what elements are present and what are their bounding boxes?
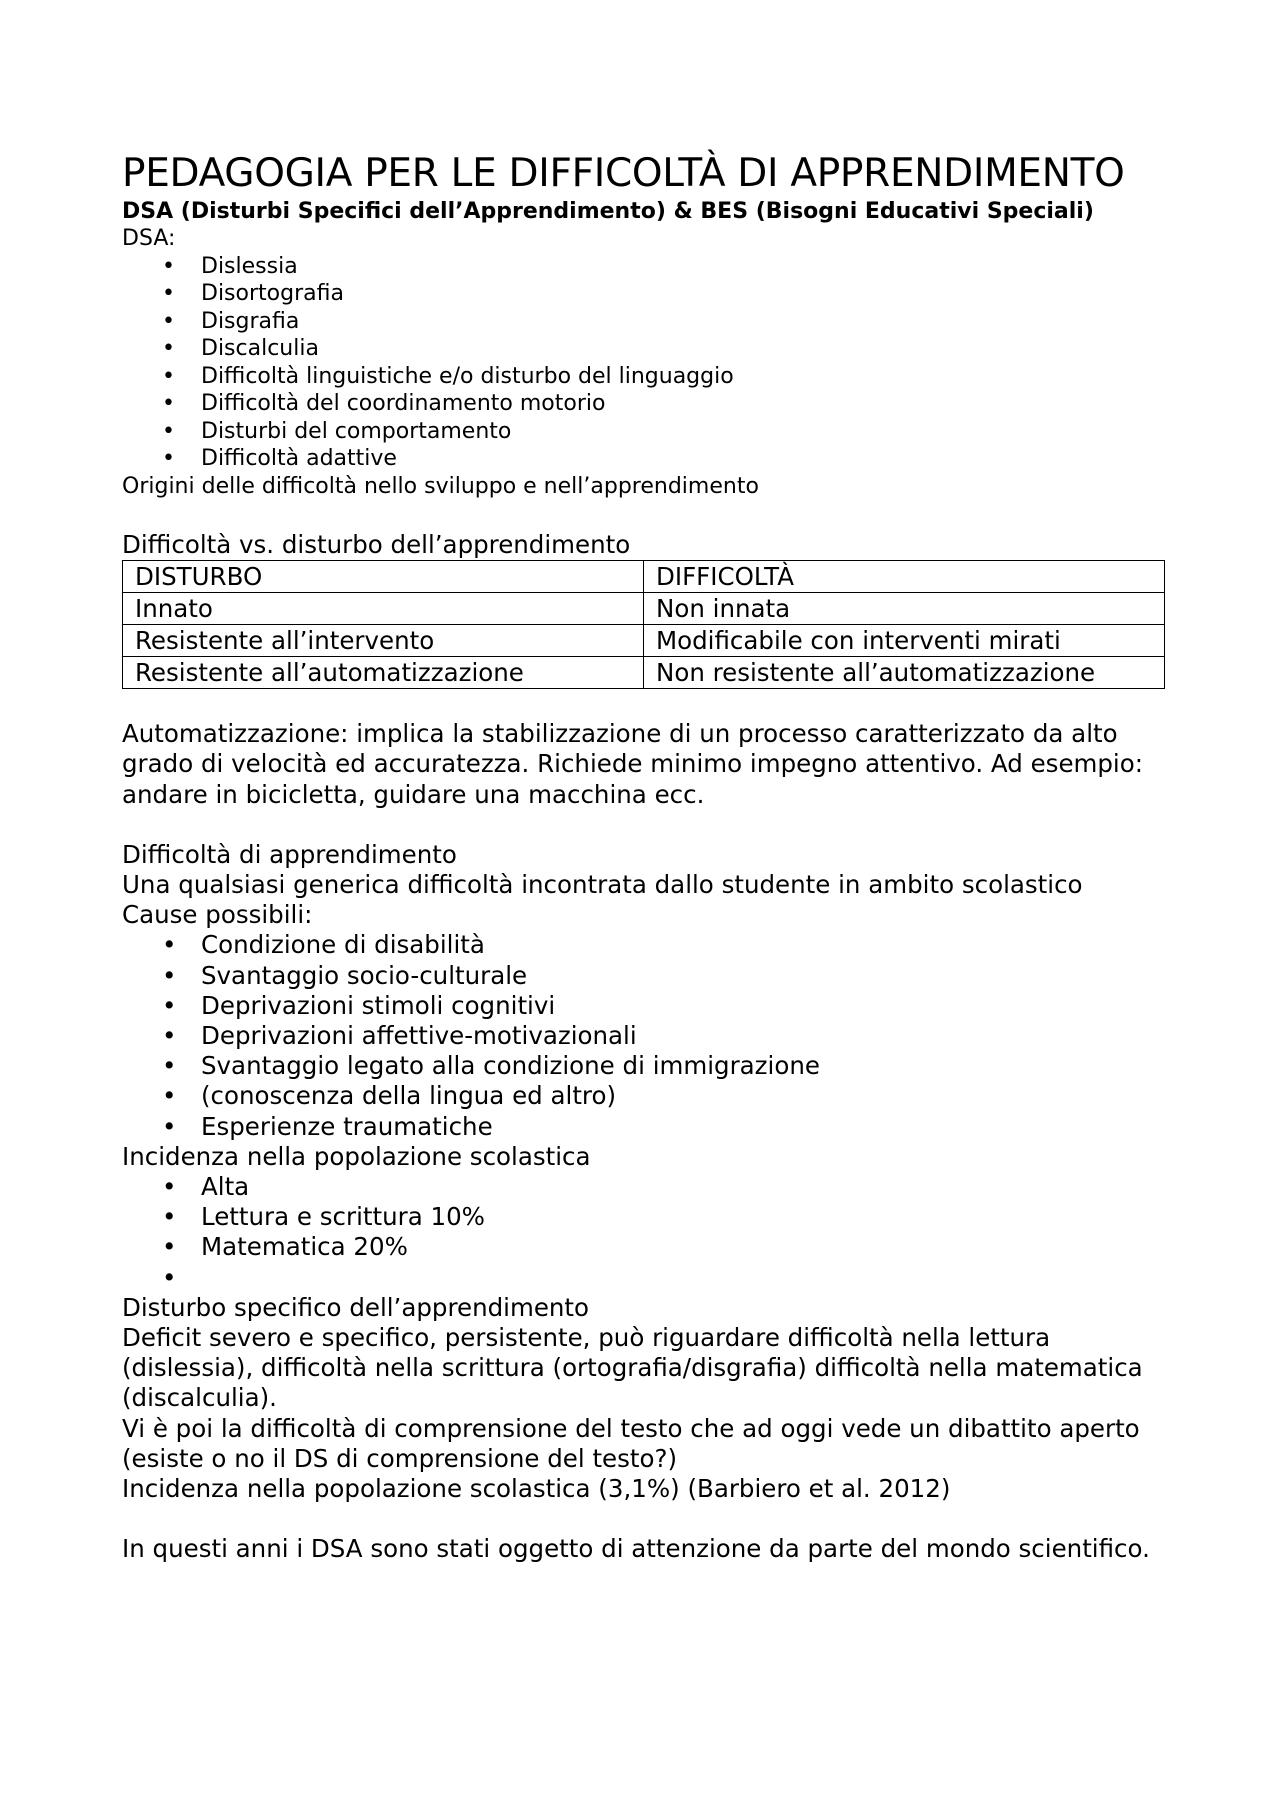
list-item: • Alta — [162, 1172, 250, 1202]
closing-paragraph: In questi anni i DSA sono stati oggetto di attenzione da parte del mondo scientifico. — [122, 1534, 1150, 1564]
list-item: • (conoscenza della lingua ed altro) — [162, 1081, 617, 1111]
list-item: • Disgrafia — [162, 308, 300, 334]
bullet-icon: • — [162, 253, 175, 279]
table-row — [123, 625, 1165, 657]
bullet-icon: • — [162, 1262, 177, 1292]
dsa-list — [122, 253, 1172, 473]
list-item: • Dislessia — [162, 253, 298, 279]
bullet-icon: • — [162, 1051, 177, 1081]
table-row — [123, 561, 1165, 593]
list-item — [122, 1263, 1172, 1293]
bullet-icon: • — [162, 418, 175, 444]
incidence-label: Incidenza nella popolazione scolastica — [122, 1141, 591, 1171]
bullet-icon: • — [162, 1232, 177, 1262]
comparison-table — [122, 560, 1165, 689]
table-row — [123, 657, 1165, 689]
causes-label: Cause possibili: — [122, 900, 313, 930]
table-cell: Modificabile con interventi mirati — [644, 625, 1165, 657]
bullet-icon: • — [162, 930, 177, 960]
bullet-icon: • — [162, 281, 175, 306]
list-item: • Discalculia — [162, 336, 319, 361]
bullet-icon: • — [162, 990, 177, 1020]
disturbo-text-3: Incidenza nella popolazione scolastica (3,1%) (Barbiero et al. 2012) — [122, 1474, 951, 1504]
list-item: • Difficoltà adattive — [162, 446, 397, 471]
table-cell: DIFFICOLTÀ — [644, 561, 1165, 593]
comparison-heading: Difficoltà vs. disturbo dell’apprendimento — [122, 530, 631, 559]
table-row — [123, 593, 1165, 625]
list-item: • Lettura e scrittura 10% — [162, 1202, 485, 1232]
document-title: PEDAGOGIA PER LE DIFFICOLTÀ DI APPRENDIMENTO — [122, 151, 1125, 196]
bullet-icon: • — [162, 1111, 177, 1141]
list-item: • Matematica 20% — [162, 1232, 408, 1262]
causes-list — [122, 930, 1172, 1141]
bullet-icon: • — [162, 336, 175, 361]
bullet-icon: • — [162, 1021, 177, 1051]
bullet-icon: • — [162, 1081, 177, 1111]
list-item: • Deprivazioni stimoli cognitivi — [162, 990, 556, 1020]
list-item: • Condizione di disabilità — [162, 930, 485, 960]
difficolta-heading: Difficoltà di apprendimento — [122, 839, 457, 869]
table-cell: DISTURBO — [123, 561, 644, 593]
disturbo-heading: Disturbo specifico dell’apprendimento — [122, 1292, 590, 1322]
document-page — [122, 150, 1172, 1564]
disturbo-text-1: Deficit severo e specifico, persistente, può riguardare difficoltà nella lettura (dislessia), difficoltà nella scrittura (ortografia/disgrafia) difficoltà nella matematica (discalculia). — [122, 1323, 1143, 1413]
table-cell: Innato — [123, 593, 644, 625]
table-cell: Resistente all’intervento — [123, 625, 644, 657]
bullet-icon: • — [162, 446, 175, 471]
bullet-icon: • — [162, 391, 175, 416]
list-item: • Disortografia — [162, 281, 344, 306]
list-item: • Disturbi del comportamento — [162, 418, 512, 444]
incidence-list — [122, 1172, 1172, 1293]
table-cell: Resistente all’automatizzazione — [123, 657, 644, 689]
list-item: • Deprivazioni affettive-motivazionali — [162, 1021, 637, 1051]
bullet-icon: • — [162, 308, 175, 334]
list-item: • Difficoltà linguistiche e/o disturbo del linguaggio — [162, 363, 734, 389]
list-item: • Difficoltà del coordinamento motorio — [162, 391, 606, 416]
table-cell: Non innata — [644, 593, 1165, 625]
difficolta-definition: Una qualsiasi generica difficoltà incontrata dallo studente in ambito scolastico — [122, 870, 1083, 900]
list-item: • Svantaggio legato alla condizione di immigrazione — [162, 1051, 820, 1081]
list-item: • Esperienze traumatiche — [162, 1111, 493, 1141]
bullet-icon: • — [162, 1202, 177, 1232]
bullet-icon: • — [162, 960, 177, 990]
origins-line: Origini delle difficoltà nello sviluppo e nell’apprendimento — [122, 473, 759, 499]
dsa-label: DSA: — [122, 226, 176, 251]
bullet-icon: • — [162, 363, 175, 389]
table-cell: Non resistente all’automatizzazione — [644, 657, 1165, 689]
document-subtitle: DSA (Disturbi Specifici dell’Apprendimento) & BES (Bisogni Educativi Speciali) — [122, 199, 1094, 224]
list-item: • Svantaggio socio-culturale — [162, 960, 528, 990]
disturbo-text-2: Vi è poi la difficoltà di comprensione del testo che ad oggi vede un dibattito aperto (esiste o no il DS di comprensione del testo?) — [122, 1413, 1140, 1473]
automatizzazione-paragraph: Automatizzazione: implica la stabilizzazione di un processo caratterizzato da alto grado di velocità ed accuratezza. Richiede minimo impegno attentivo. Ad esempio: andare in bicicletta, guidare una macchina ecc. — [122, 719, 1143, 809]
bullet-icon: • — [162, 1172, 177, 1202]
